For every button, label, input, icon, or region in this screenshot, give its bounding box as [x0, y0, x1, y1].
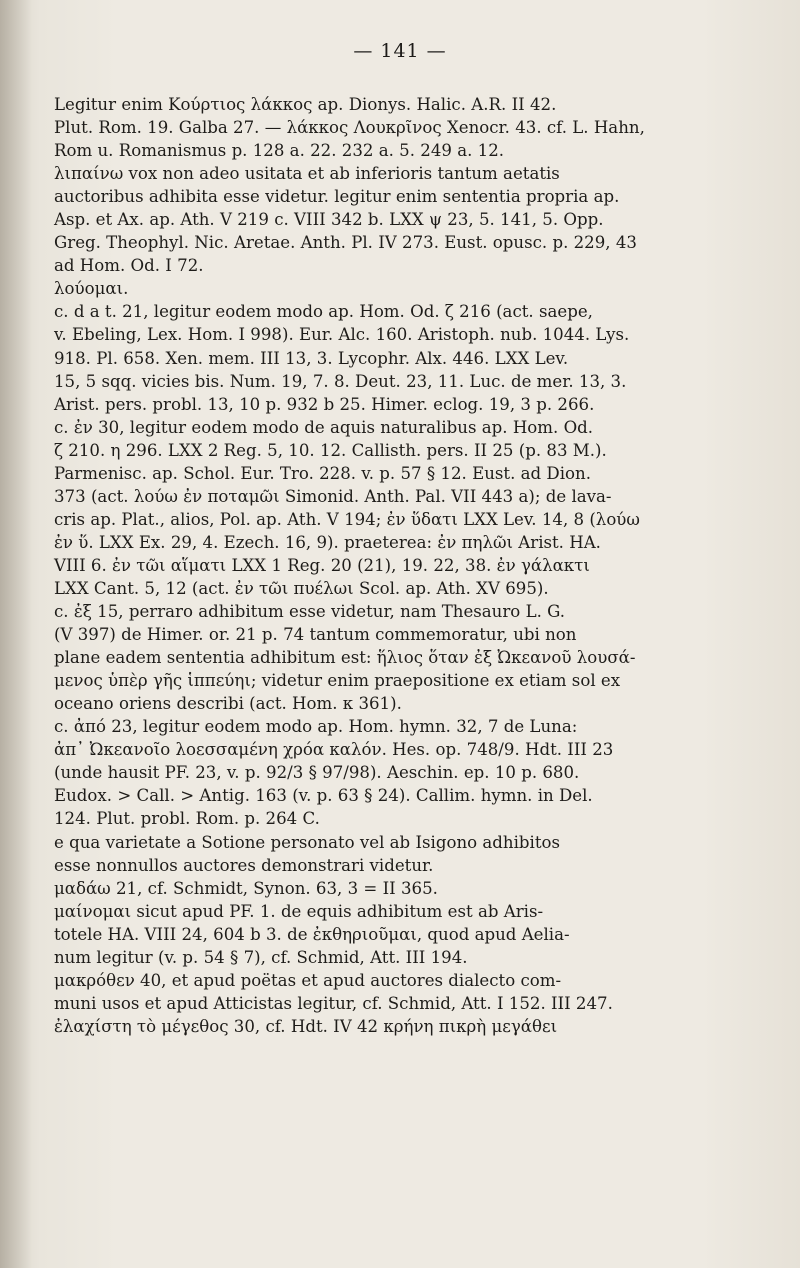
text-line: Plut. Rom. 19. Galba 27. — λάκκος Λουκρῖνος Xenocr. 43. cf. L. Hahn, — [54, 118, 645, 138]
text-line: muni usos et apud Atticistas legitur, cf. Schmid, Att. I 152. III 247. — [54, 993, 613, 1013]
text-line: 15, 5 sqq. vicies bis. Num. 19, 7. 8. Deut. 23, 11. Luc. de mer. 13, 3. — [54, 371, 627, 391]
text-line: cris ap. Plat., alios, Pol. ap. Ath. V 194; ἐν ὕδατι LXX Lev. 14, 8 (λούω — [54, 509, 640, 529]
text-line: auctoribus adhibita esse videtur. legitur enim sententia propria ap. — [54, 187, 620, 207]
text-line: v. Ebeling, Lex. Hom. I 998). Eur. Alc. 160. Aristoph. nub. 1044. Lys. — [54, 325, 630, 345]
text-line: LXX Cant. 5, 12 (act. ἐν τῶι πυέλωι Scol. ap. Ath. XV 695). — [54, 578, 549, 598]
text-line: μαδάω 21, cf. Schmidt, Synon. 63, 3 = II 365. — [54, 878, 438, 898]
text-line: Rom u. Romanismus p. 128 a. 22. 232 a. 5. 249 a. 12. — [54, 141, 505, 161]
text-line: μακρόθεν 40, et apud poëtas et apud auctores dialecto com- — [54, 970, 562, 990]
text-line: ἐν ὕ. LXX Ex. 29, 4. Ezech. 16, 9). praeterea: ἐν πηλῶι Arist. HA. — [54, 532, 601, 552]
text-line: Asp. et Ax. ap. Ath. V 219 c. VIII 342 b. LXX ψ 23, 5. 141, 5. Opp. — [54, 210, 604, 230]
text-line: μαίνομαι sicut apud PF. 1. de equis adhibitum est ab Aris- — [54, 901, 544, 921]
text-line: (V 397) de Himer. or. 21 p. 74 tantum commemoratur, ubi non — [54, 625, 577, 645]
text-line: oceano oriens describi (act. Hom. κ 361). — [54, 694, 402, 714]
text-line: c. ἀπό 23, legitur eodem modo ap. Hom. hymn. 32, 7 de Luna: — [54, 717, 578, 737]
text-line: c. ἐν 30, legitur eodem modo de aquis naturalibus ap. Hom. Od. — [54, 417, 594, 437]
text-line: Eudox. > Call. > Antig. 163 (v. p. 63 § 24). Callim. hymn. in Del. — [54, 786, 593, 806]
text-line: c. ἐξ 15, perraro adhibitum esse videtur, nam Thesauro L. G. — [54, 602, 566, 622]
text-line: λιπαίνω vox non adeo usitata et ab inferioris tantum aetatis — [54, 164, 560, 184]
text-line: λούομαι. — [54, 279, 129, 299]
text-line: VIII 6. ἐν τῶι αἵματι LXX 1 Reg. 20 (21), 19. 22, 38. ἐν γάλακτι — [54, 555, 590, 575]
text-line: ζ 210. η 296. LXX 2 Reg. 5, 10. 12. Callisth. pers. II 25 (p. 83 M.). — [54, 440, 607, 460]
text-line: 918. Pl. 658. Xen. mem. III 13, 3. Lycophr. Alx. 446. LXX Lev. — [54, 348, 569, 368]
text-line: (unde hausit PF. 23, v. p. 92/3 § 97/98). Aeschin. ep. 10 p. 680. — [54, 763, 580, 783]
page-number: — 141 — — [353, 40, 447, 62]
text-line: Parmenisc. ap. Schol. Eur. Tro. 228. v. p. 57 § 12. Eust. ad Dion. — [54, 463, 591, 483]
text-line: num legitur (v. p. 54 § 7), cf. Schmid, Att. III 194. — [54, 947, 468, 967]
text-line: ἐλαχίστη τὸ μέγεθος 30, cf. Hdt. IV 42 κρήνη πικρὴ μεγάθει — [54, 1016, 558, 1036]
binding-shadow — [0, 0, 32, 1268]
text-line: 373 (act. λούω ἐν ποταμῶι Simonid. Anth. Pal. VII 443 a); de lava- — [54, 486, 612, 506]
text-line: plane eadem sententia adhibitum est: ἥλιος ὅταν ἐξ Ὠκεανοῦ λουσά- — [54, 648, 636, 668]
text-line: c. d a t. 21, legitur eodem modo ap. Hom. Od. ζ 216 (act. saepe, — [54, 302, 593, 322]
text-line: Greg. Theophyl. Nic. Aretae. Anth. Pl. IV 273. Eust. opusc. p. 229, 43 — [54, 233, 637, 253]
text-line: totele HA. VIII 24, 604 b 3. de ἐκθηριοῦμαι, quod apud Aelia- — [54, 924, 570, 944]
text-line: Legitur enim Κούρτιος λάκκος ap. Dionys. Halic. A.R. II 42. — [54, 95, 557, 114]
text-line: Arist. pers. probl. 13, 10 p. 932 b 25. Himer. eclog. 19, 3 p. 266. — [54, 394, 595, 414]
text-line: 124. Plut. probl. Rom. p. 264 C. — [54, 809, 320, 829]
text-line: e qua varietate a Sotione personato vel ab Isigono adhibitos — [54, 832, 561, 852]
text-line: μενος ὑπὲρ γῆς ἱππεύηι; videtur enim praepositione ex etiam sol ex — [54, 671, 621, 691]
text-line: esse nonnullos auctores demonstrari videtur. — [54, 855, 434, 875]
page-body-text — [54, 93, 744, 1038]
text-line: ad Hom. Od. I 72. — [54, 256, 204, 276]
text-line: ἀπ᾽ Ὠκεανοῖο λοεσσαμένη χρόα καλόν. Hes. op. 748/9. Hdt. III 23 — [54, 740, 614, 760]
